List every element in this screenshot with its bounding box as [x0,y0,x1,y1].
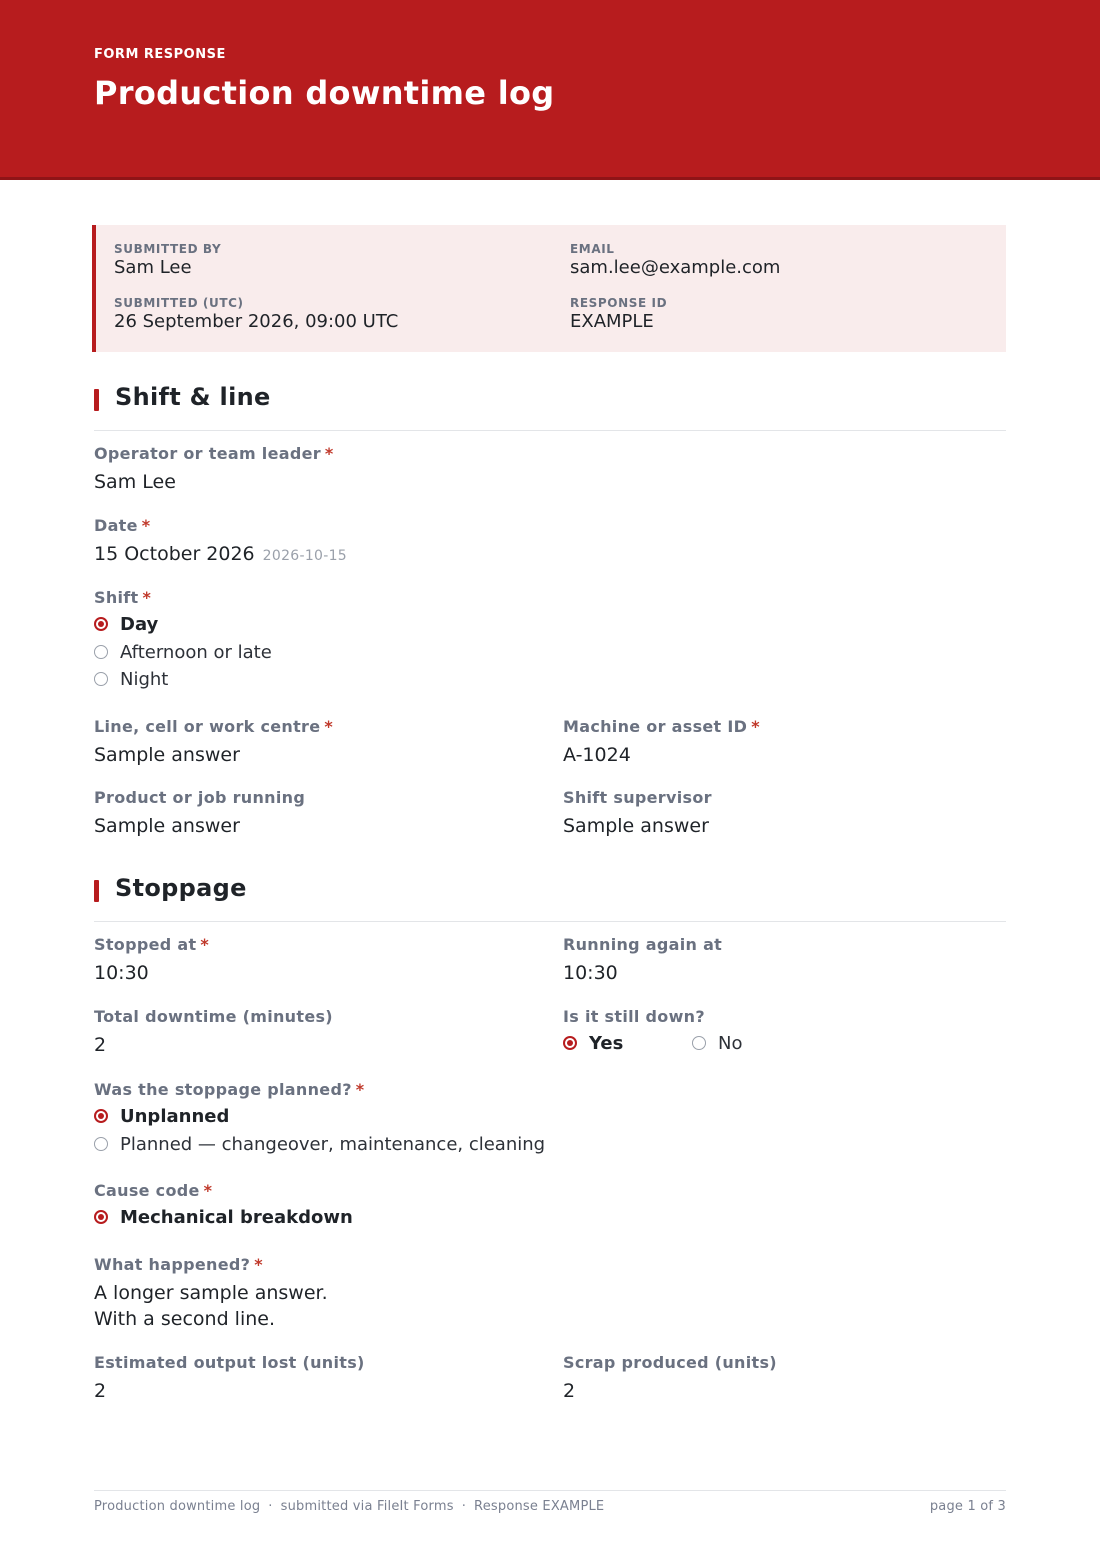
radio-unselected-icon [94,1137,108,1151]
section-heading: Shift & line [115,383,271,411]
email-label: EMAIL [570,242,615,256]
footer-response: Response EXAMPLE [474,1499,605,1514]
required-marker: * [254,1255,263,1274]
field-value [94,541,347,569]
field-value [94,1280,328,1332]
field-planned [94,1080,545,1158]
submission-meta [92,225,1006,352]
field-still-down [563,1007,863,1057]
still-down-options [563,1030,863,1057]
field-value: 10:30 [94,962,149,984]
section-title-stoppage [94,874,1006,922]
field-label: Is it still down? [563,1007,705,1026]
field-value: Sample answer [94,815,240,837]
page-number: page 1 of 3 [929,1499,1006,1514]
field-label [94,717,333,737]
planned-options [94,1103,545,1158]
field-value: 2 [94,1380,107,1402]
field-date [94,516,347,569]
answer-line: A longer sample answer. [94,1282,328,1304]
submitted-by-value: Sam Lee [114,257,192,278]
option-label: Unplanned [120,1106,230,1127]
email [570,242,780,279]
field-label-text: Line, cell or work centre [94,717,321,736]
radio-selected-icon [94,1210,108,1224]
radio-unselected-icon [94,645,108,659]
field-label-text: Was the stoppage planned? [94,1080,352,1099]
field-value: Sample answer [563,815,709,837]
submitted-utc-value: 26 September 2026, 09:00 UTC [114,311,399,332]
field-label [94,588,272,608]
option-label: Planned — changeover, maintenance, cleaning [120,1133,546,1155]
response-id-label: RESPONSE ID [570,296,668,310]
field-label [94,1181,353,1201]
field-value: Sam Lee [94,471,176,493]
field-what-happened [94,1255,328,1332]
required-marker: * [751,717,760,736]
submitted-utc [114,296,398,333]
page-footer [94,1490,1006,1514]
field-label-text: Date [94,516,138,535]
radio-unselected-icon [692,1036,706,1050]
field-label [94,444,334,464]
submitted-utc-label: SUBMITTED (UTC) [114,296,244,310]
section-title-shift-line [94,383,1006,431]
field-value: Sample answer [94,744,240,766]
required-marker: * [142,588,152,607]
footer-info [94,1499,1006,1514]
still-down-option-no [692,1030,742,1058]
field-supervisor [563,788,712,839]
field-operator [94,444,334,495]
field-line [94,717,333,768]
field-label [563,717,760,737]
field-product [94,788,305,839]
field-label: Running again at [563,935,723,954]
field-label: Total downtime (minutes) [94,1007,333,1026]
radio-selected-icon [94,1109,108,1123]
field-value: A-1024 [563,744,631,766]
planned-option-planned [94,1131,545,1159]
field-label-text: Cause code [94,1181,200,1200]
field-stopped-at [94,935,209,986]
email-value: sam.lee@example.com [570,257,781,278]
submitted-by [114,242,221,279]
form-eyebrow: FORM RESPONSE [94,47,226,62]
field-label-text: Machine or asset ID [563,717,748,736]
date-value: 15 October 2026 [94,543,255,565]
option-label: Day [120,614,159,635]
shift-option-day [94,611,272,639]
form-title: Production downtime log [94,74,555,112]
shift-options [94,611,272,694]
radio-unselected-icon [94,672,108,686]
field-value: 2 [94,1034,107,1056]
required-marker: * [200,935,210,954]
date-iso: 2026-10-15 [262,548,348,564]
footer-separator: · [268,1499,273,1514]
field-label: Scrap produced (units) [563,1353,777,1372]
radio-selected-icon [94,617,108,631]
cause-option-mechanical [94,1204,353,1232]
field-scrap [563,1353,777,1404]
section-accent-bar [94,880,99,902]
option-label: Night [120,669,169,690]
option-label: No [718,1033,743,1054]
shift-option-night [94,666,272,694]
option-label: Yes [589,1033,624,1054]
field-value: 10:30 [563,962,618,984]
field-label-text: What happened? [94,1255,251,1274]
section-accent-bar [94,389,99,411]
answer-line: With a second line. [94,1308,275,1330]
required-marker: * [324,444,334,463]
response-id-value: EXAMPLE [570,311,654,332]
field-label: Shift supervisor [563,788,712,807]
field-machine [563,717,760,768]
cause-options [94,1204,353,1232]
field-label [94,935,209,955]
field-label-text: Stopped at [94,935,197,954]
shift-option-afternoon [94,639,272,667]
required-marker: * [141,516,151,535]
option-label: Mechanical breakdown [120,1207,353,1228]
field-total-downtime [94,1007,333,1058]
field-label [94,516,347,536]
field-value: 2 [563,1380,576,1402]
submitted-by-label: SUBMITTED BY [114,242,222,256]
field-shift [94,588,272,694]
field-running-again [563,935,722,986]
required-marker: * [203,1181,213,1200]
field-cause-code [94,1181,353,1232]
planned-option-unplanned [94,1103,545,1131]
form-header [0,0,1100,180]
radio-selected-icon [563,1036,577,1050]
response-id [570,296,667,333]
field-label: Estimated output lost (units) [94,1353,365,1372]
field-label-text: Operator or team leader [94,444,321,463]
option-label: Afternoon or late [120,641,272,663]
footer-separator: · [461,1499,467,1514]
required-marker: * [355,1080,365,1099]
required-marker: * [324,717,334,736]
still-down-option-yes [563,1030,623,1058]
field-label [94,1255,328,1275]
footer-via: submitted via FileIt Forms [280,1499,454,1514]
footer-form-name: Production downtime log [94,1499,261,1514]
field-label: Product or job running [94,788,306,807]
field-output-lost [94,1353,365,1404]
section-heading: Stoppage [115,874,247,902]
field-label [94,1080,545,1100]
field-label-text: Shift [94,588,139,607]
